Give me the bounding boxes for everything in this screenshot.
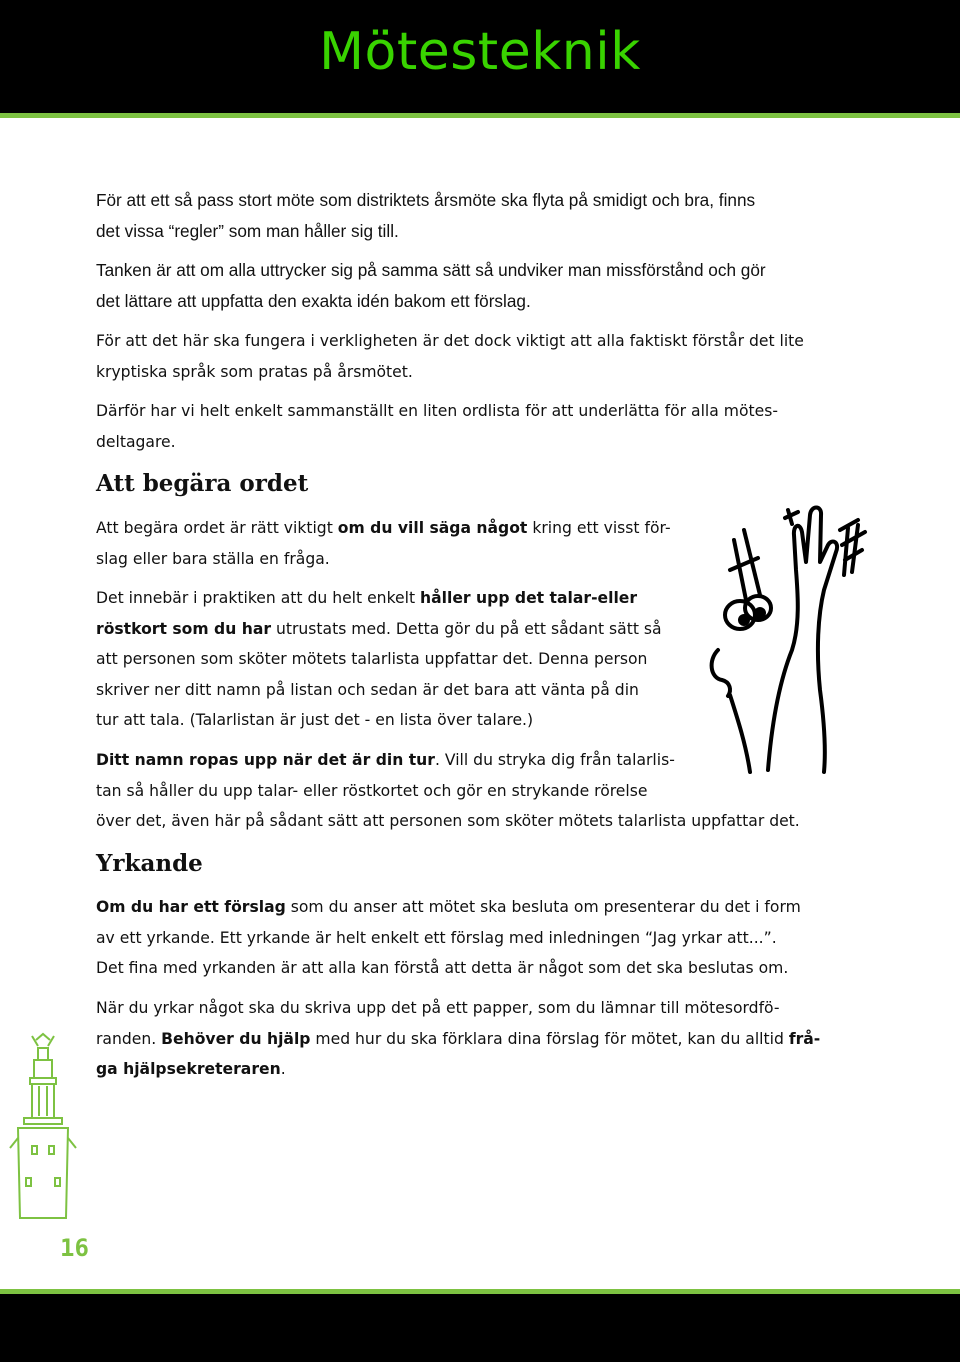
hand-raising-figure-illustration	[700, 500, 870, 775]
section2-paragraph-2: När du yrkar något ska du skriva upp det på ett papper, som du lämnar till mötesordfö- randen. Behöver du hjälp med hur du ska förklara dina förslag för mötet, kan du alltid frå- ga hjälpsekreteraren.	[96, 999, 821, 1078]
intro-paragraph-4: Därför har vi helt enkelt sammanställt en liten ordlista för att underlätta för alla mötes- deltagare.	[96, 402, 778, 451]
section1-paragraph-2: Det innebär i praktiken att du helt enkelt håller upp det talar-eller röstkort som du har utrustats med. Detta gör du på ett sådant sätt så att personen som sköter mötets talarlista uppfattar det. Denna person skriver ner ditt namn på listan och sedan är det bara att vänta på din tur att tala. (Talarlistan är just det - en lista över talare.)	[96, 589, 662, 729]
section1-paragraph-1: Att begära ordet är rätt viktigt om du vill säga något kring ett visst för- slag eller bara ställa en fråga.	[96, 519, 671, 568]
header-bar	[0, 0, 960, 118]
page-number: 16	[60, 1234, 89, 1262]
city-hall-tower-logo	[8, 1028, 78, 1223]
intro-paragraph-1: För att ett så pass stort möte som distriktets årsmöte ska flyta på smidigt och bra, finns det vissa “regler” som man håller sig till.	[96, 190, 756, 241]
page-title: Mötesteknik	[319, 22, 641, 82]
intro-paragraph-3: För att det här ska fungera i verkligheten är det dock viktigt att alla faktiskt förstår det lite kryptiska språk som pratas på årsmötet.	[96, 332, 804, 381]
footer-bar	[0, 1289, 960, 1362]
intro-paragraph-2: Tanken är att om alla uttrycker sig på samma sätt så undviker man missförstånd och gör det lättare att uppfatta den exakta idén bakom ett förslag.	[96, 260, 766, 311]
section-heading-att-begara-ordet: Att begära ordet	[96, 470, 309, 497]
section1-paragraph-3: Ditt namn ropas upp när det är din tur. Vill du stryka dig från talarlis- tan så håller du upp talar- eller röstkortet och gör en strykande rörelse över det, även här på sådant sätt att personen som sköter mötets talarlista uppfattar det.	[96, 751, 800, 830]
section-heading-yrkande: Yrkande	[96, 850, 203, 877]
section2-paragraph-1: Om du har ett förslag som du anser att mötet ska besluta om presenterar du det i form av ett yrkande. Ett yrkande är helt enkelt ett förslag med inledningen “Jag yrkar att...”. Det fina med yrkanden är att alla kan förstå att detta är något som det ska beslutas om.	[96, 898, 801, 977]
